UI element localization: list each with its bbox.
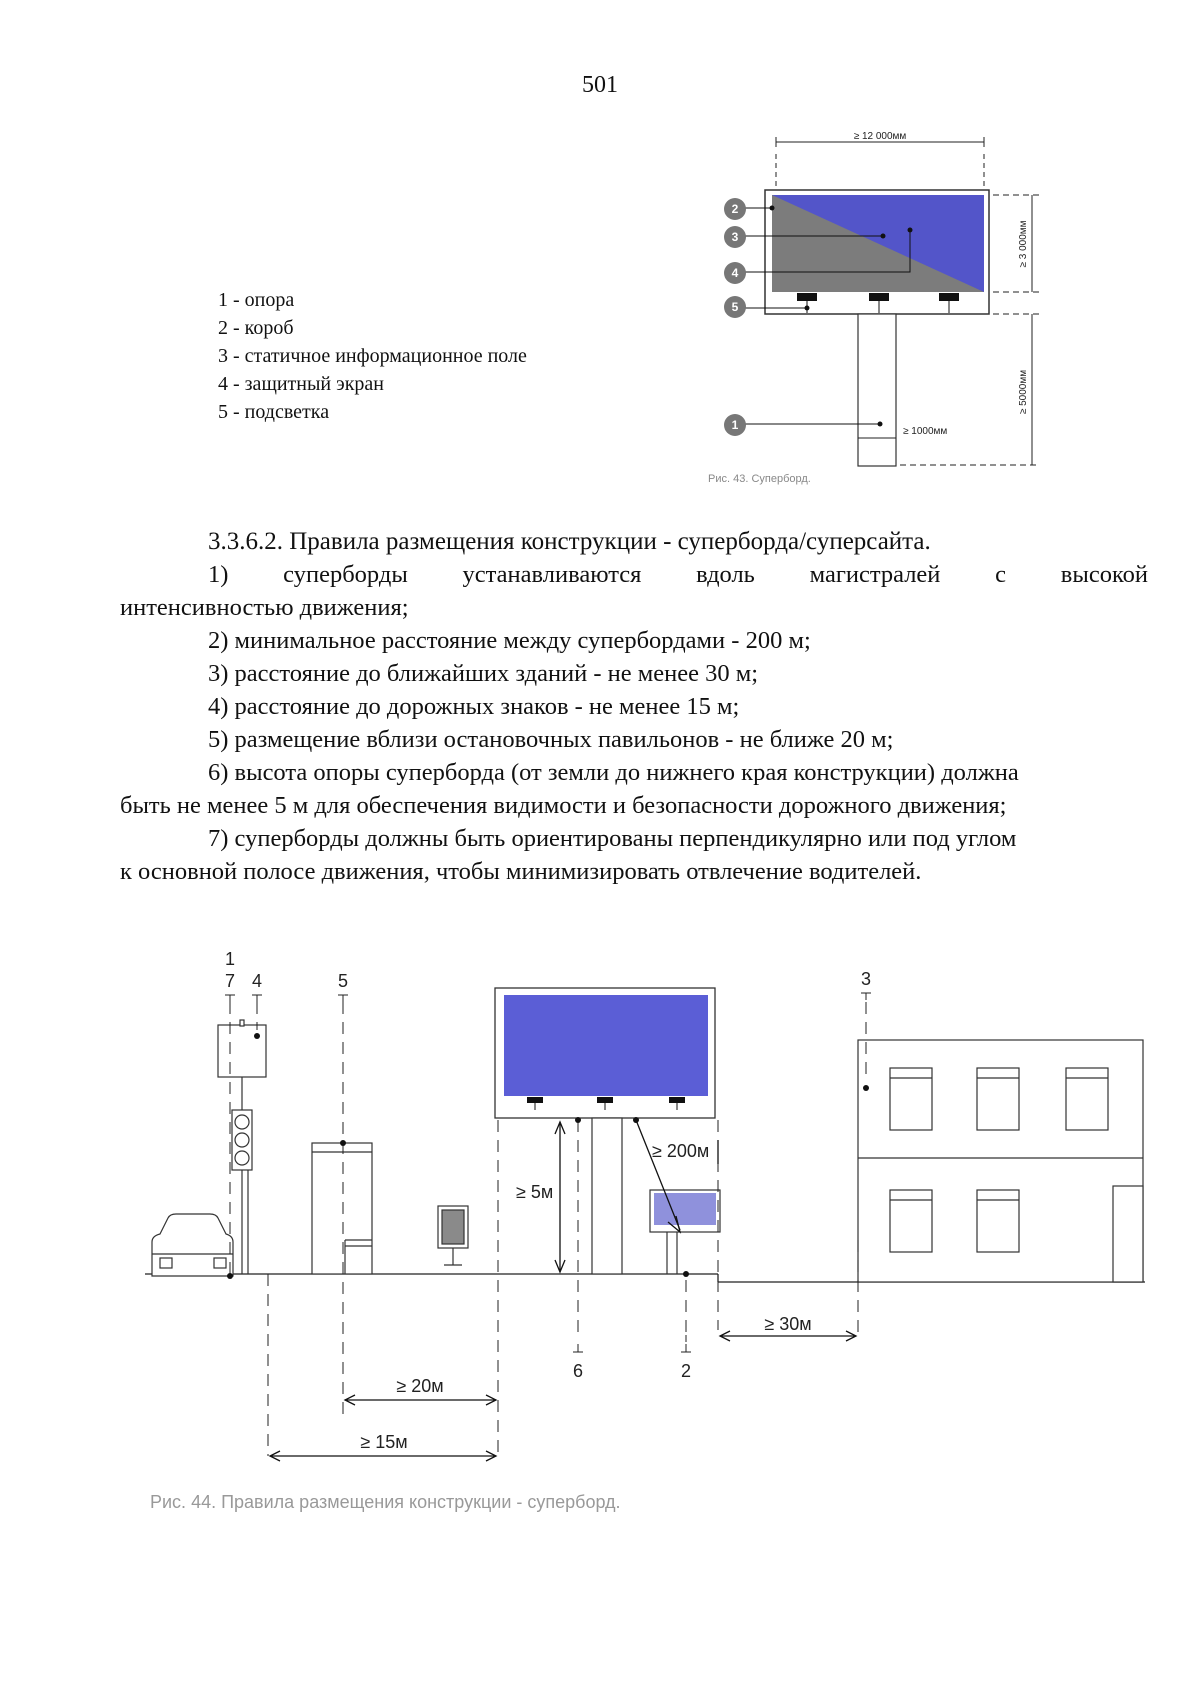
pole-height-dimension-label: ≥ 5000мм — [1018, 369, 1029, 415]
small-board — [650, 1190, 720, 1274]
width-dimension-label: ≥ 12 000мм — [853, 131, 907, 142]
distance-20m-label: ≥ 20м — [396, 1376, 444, 1396]
rule-7-line-2: к основной полосе движения, чтобы минимизировать отвлечение водителей. — [120, 858, 922, 885]
figure-44-caption: Рис. 44. Правила размещения конструкции - суперборд. — [150, 1492, 621, 1512]
label-4: 4 — [251, 971, 263, 991]
label-7: 7 — [224, 971, 236, 991]
marker-1: 1 — [731, 418, 739, 432]
label-5: 5 — [337, 971, 349, 991]
height-dimension-label: ≥ 3 000мм — [1018, 220, 1029, 268]
label-6: 6 — [572, 1361, 584, 1381]
rule-6-line-1: 6) высота опоры суперборда (от земли до нижнего края конструкции) должна — [208, 759, 1019, 786]
rule-3: 3) расстояние до ближайших зданий - не менее 30 м; — [208, 660, 759, 687]
marker-5: 5 — [731, 300, 739, 314]
legend-item: 3 - статичное информационное поле — [218, 345, 527, 367]
board-pole — [858, 314, 896, 466]
rule-6-line-2: быть не менее 5 м для обеспечения видимости и безопасности дорожного движения; — [120, 792, 1007, 819]
rule-7-line-1: 7) суперборды должны быть ориентированы перпендикулярно или под углом — [208, 825, 1017, 852]
label-1: 1 — [224, 949, 236, 969]
legend-item: 5 - подсветка — [218, 401, 330, 423]
marker-2: 2 — [731, 202, 739, 216]
marker-4: 4 — [731, 266, 739, 280]
figure-43-caption: Рис. 43. Суперборд. — [708, 473, 811, 485]
rule-1-line-2: интенсивностью движения; — [120, 594, 409, 621]
pole-width-dimension-label: ≥ 1000мм — [903, 426, 948, 437]
marker-3: 3 — [731, 230, 739, 244]
legend-item: 4 - защитный экран — [218, 373, 385, 395]
small-advertising-stand — [438, 1206, 468, 1265]
label-3: 3 — [860, 969, 872, 989]
height-5m-label: ≥ 5м — [516, 1182, 554, 1202]
bus-stop-pavilion — [312, 1143, 372, 1274]
rule-5: 5) размещение вблизи остановочных павильонов - не ближе 20 м; — [208, 726, 894, 753]
label-2: 2 — [680, 1361, 692, 1381]
rule-2: 2) минимальное расстояние между супербордами - 200 м; — [208, 627, 811, 654]
placement-diagram — [0, 940, 1200, 1520]
distance-200m-label: ≥ 200м — [652, 1141, 710, 1161]
building — [858, 1040, 1143, 1282]
section-heading: 3.3.6.2. Правила размещения конструкции - суперборда/суперсайта. — [208, 528, 931, 555]
rule-1-line-1: 1) суперборды устанавливаются вдоль магистралей с высокой — [208, 561, 1148, 588]
car-icon — [152, 1214, 233, 1276]
rule-4: 4) расстояние до дорожных знаков - не менее 15 м; — [208, 693, 740, 720]
legend-item: 2 - короб — [218, 317, 294, 339]
distance-15m-label: ≥ 15м — [360, 1432, 408, 1452]
superboard-schematic — [0, 0, 1200, 500]
distance-30m-label: ≥ 30м — [764, 1314, 812, 1334]
page-number: 501 — [582, 72, 618, 98]
legend-item: 1 - опора — [218, 289, 295, 311]
